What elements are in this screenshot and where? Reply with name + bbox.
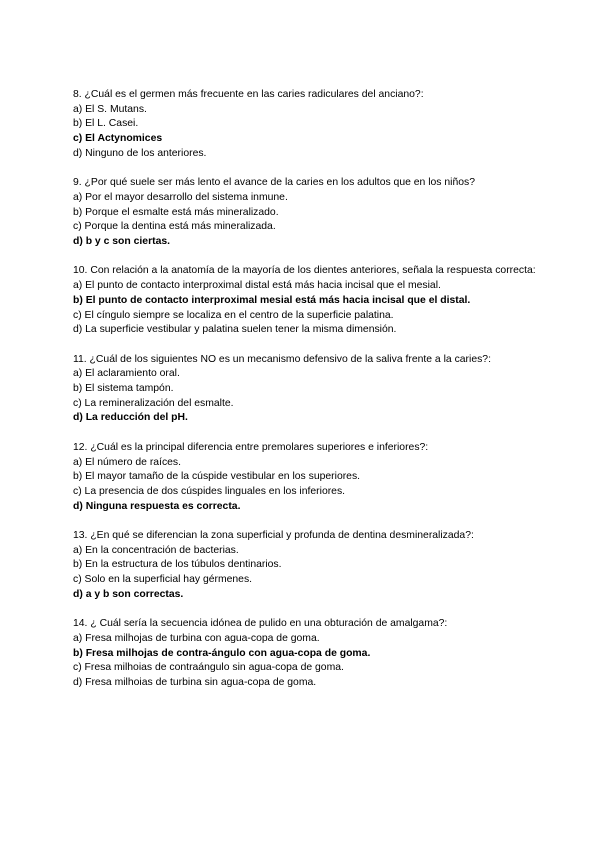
correct-answer-option: c) El Actynomices [73, 133, 163, 145]
answer-option: b) Porque el esmalte está más mineralizado. [73, 206, 279, 218]
answer-option: c) La remineralización del esmalte. [73, 397, 234, 409]
question-text: 13. ¿En qué se diferencian la zona superficial y profunda de dentina desmineralizada?: [73, 530, 474, 542]
answer-option: c) La presencia de dos cúspides linguales en los inferiores. [73, 485, 346, 497]
answer-option: c) Fresa milhoias de contraángulo sin agua-copa de goma. [73, 662, 344, 674]
question-text: 10. Con relación a la anatomía de la mayoría de los dientes anteriores, señala la respuesta correcta: [73, 265, 536, 277]
answer-option: b) El mayor tamaño de la cúspide vestibular en los superiores. [73, 471, 361, 483]
answer-option: b) En la estructura de los túbulos dentinarios. [73, 559, 282, 571]
question-block [73, 441, 543, 515]
question-text: 9. ¿Por qué suele ser más lento el avance de la caries en los adultos que en los niños? [73, 177, 476, 189]
answer-option: c) El cíngulo siempre se localiza en el centro de la superficie palatina. [73, 309, 394, 321]
question-text: 11. ¿Cuál de los siguientes NO es un mecanismo defensivo de la saliva frente a la caries?: [73, 353, 491, 365]
answer-option: a) Fresa milhojas de turbina con agua-copa de goma. [73, 632, 320, 644]
answer-option: a) Por el mayor desarrollo del sistema inmune. [73, 191, 288, 203]
answer-option: b) El sistema tampón. [73, 383, 174, 395]
answer-option: d) Ninguno de los anteriores. [73, 147, 207, 159]
correct-answer-option: d) b y c son ciertas. [73, 236, 171, 248]
question-block [73, 264, 543, 338]
answer-option: c) Porque la dentina está más mineralizada. [73, 221, 276, 233]
question-block [73, 88, 543, 162]
question-block [73, 176, 543, 250]
answer-option: a) El punto de contacto interproximal distal está más hacia incisal que el mesial. [73, 280, 441, 292]
answer-option: d) Fresa milhoias de turbina sin agua-copa de goma. [73, 677, 317, 689]
question-text: 12. ¿Cuál es la principal diferencia entre premolares superiores e inferiores?: [73, 441, 429, 453]
answer-option: a) El número de raíces. [73, 456, 181, 468]
answer-option: a) El S. Mutans. [73, 103, 147, 115]
answer-option: a) El aclaramiento oral. [73, 368, 180, 380]
question-block [73, 617, 543, 691]
question-text: 14. ¿ Cuál sería la secuencia idónea de pulido en una obturación de amalgama?: [73, 618, 448, 630]
question-block [73, 353, 543, 427]
answer-option: b) El L. Casei. [73, 118, 139, 130]
answer-option: c) Solo en la superficial hay gérmenes. [73, 574, 253, 586]
correct-answer-option: d) La reducción del pH. [73, 412, 188, 424]
correct-answer-option: b) Fresa milhojas de contra-ángulo con agua-copa de goma. [73, 647, 371, 659]
question-list [73, 88, 543, 705]
correct-answer-option: d) Ninguna respuesta es correcta. [73, 500, 241, 512]
question-block [73, 529, 543, 603]
question-text: 8. ¿Cuál es el germen más frecuente en las caries radiculares del anciano?: [73, 89, 424, 100]
correct-answer-option: d) a y b son correctas. [73, 588, 184, 600]
correct-answer-option: b) El punto de contacto interproximal mesial está más hacia incisal que el distal. [73, 294, 471, 306]
answer-option: a) En la concentración de bacterias. [73, 544, 239, 556]
answer-option: d) La superficie vestibular y palatina suelen tener la misma dimensión. [73, 324, 397, 336]
